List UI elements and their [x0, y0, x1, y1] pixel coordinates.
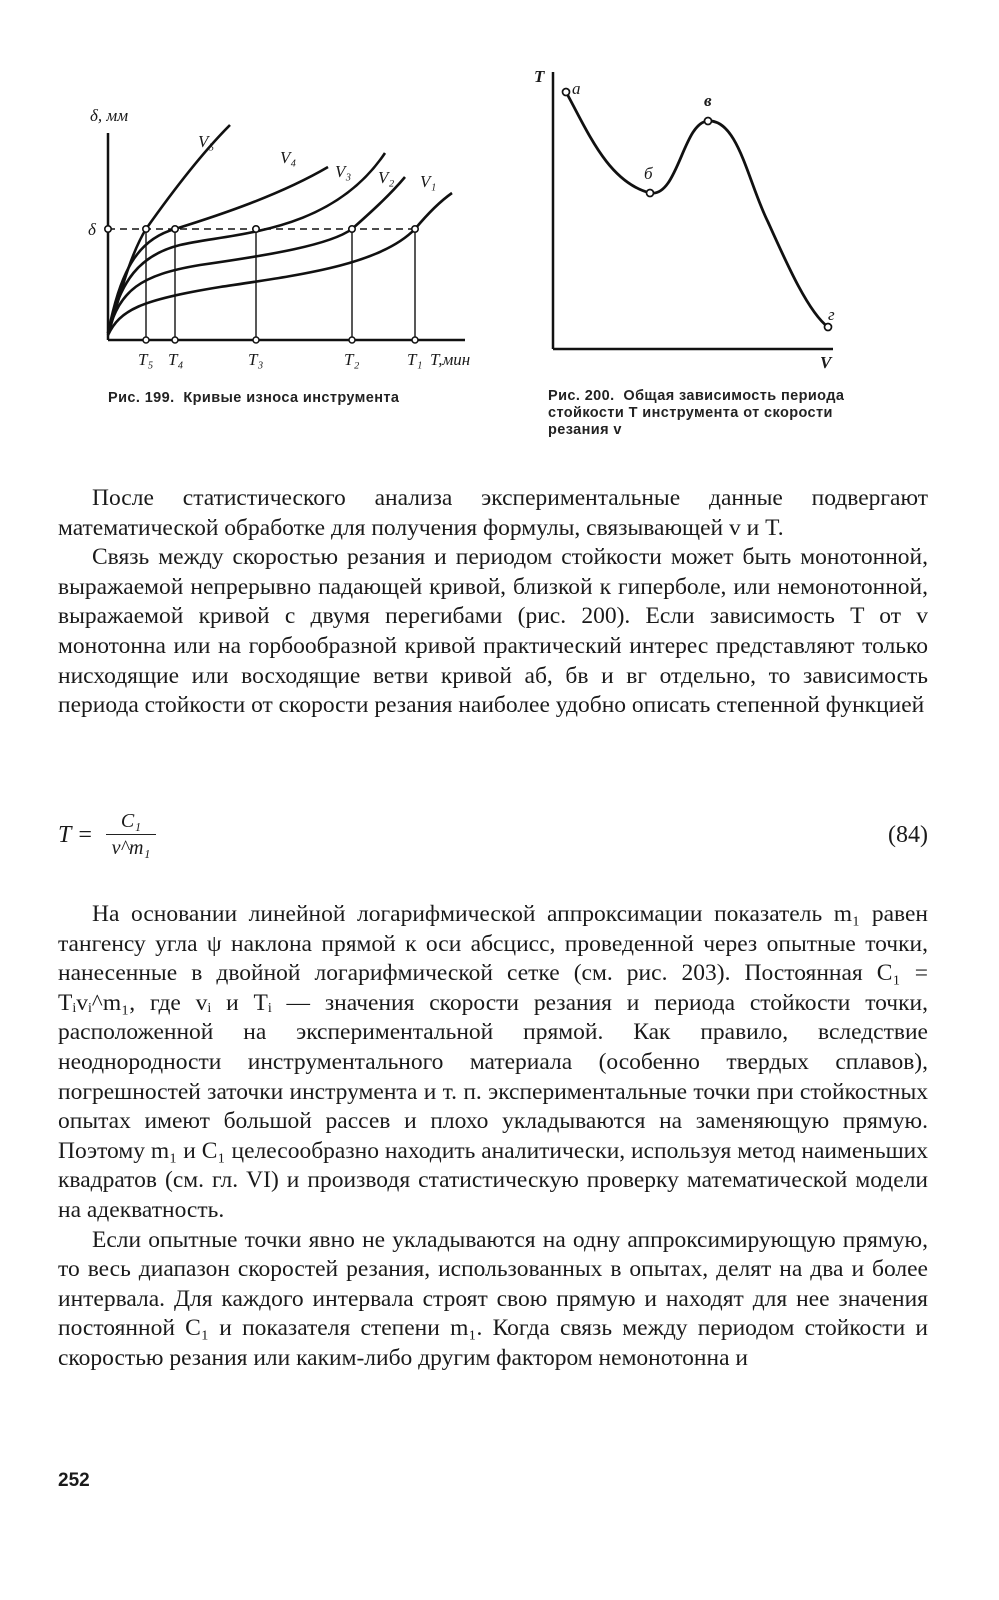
tick-label-t3: T₃: [248, 350, 264, 369]
curve-v1: [108, 193, 452, 335]
tick-t2: [349, 337, 355, 343]
tool-life-curve: [566, 92, 828, 327]
delta-point: [105, 226, 111, 232]
figure-200-caption-text: Общая зависимость периода стойкости T инструмента от скорости резания v: [548, 388, 845, 438]
tick-label-t5: T₅: [138, 350, 154, 369]
label-v4: V₄: [280, 148, 297, 167]
point-t2: [349, 226, 355, 232]
x-axis-label: V: [820, 353, 832, 372]
y-axis-label: T: [534, 67, 545, 86]
point-a: [563, 89, 570, 96]
formula-number: (84): [888, 822, 928, 848]
figure-199-caption: [108, 390, 503, 407]
label-v3: V₃: [335, 162, 352, 181]
point-t1: [412, 226, 418, 232]
tool-life-vs-speed-chart: [528, 62, 858, 372]
point-label-a: а: [572, 79, 581, 98]
paragraph-1: После статистического анализа экспериментальные данные подвергают математической обработке для получения формулы, связывающей v и T.: [58, 485, 928, 541]
tick-t5: [143, 337, 149, 343]
formula-numerator: C₁: [106, 810, 156, 835]
point-t4: [172, 226, 178, 232]
point-t3: [253, 226, 259, 232]
point-g: [825, 324, 832, 331]
tick-t3: [253, 337, 259, 343]
tick-label-t4: T₄: [168, 350, 184, 369]
tick-t1: [412, 337, 418, 343]
point-v: [705, 118, 712, 125]
paragraph-3: На основании линейной логарифмической аппроксимации показатель m₁ равен тангенсу угла ψ наклона прямой к оси абсцисс, проведенной через опытные точки, нанесенные в двойной логарифмической сетке (см. рис. 203). Постоянная C₁ = Tᵢvᵢ^m₁, где vᵢ и Tᵢ — значения скорости резания и периода стойкости точки, расположенной на экспериментальной прямой. Как правило, вследствие неоднородности инструментального материала (особенно твердых сплавов), погрешностей заточки инструмента и т. п. экспериментальные точки при стойкостных опытах имеют большой рассев и плохо укладываются на заменяющую прямую. Поэтому m₁ и C₁ целесообразно находить аналитически, используя метод наименьших квадратов (см. гл. VI) и производя статистическую проверку математической модели на адекватность.: [58, 901, 928, 1223]
point-label-b: б: [644, 164, 653, 183]
body-text-bottom: [58, 900, 928, 1374]
point-b: [647, 190, 654, 197]
point-t5: [143, 226, 149, 232]
paragraph-2: Связь между скоростью резания и периодом стойкости может быть монотонной, выражаемой непрерывно падающей кривой, близкой к гиперболе, или немонотонной, выражаемой кривой с двумя перегибами (рис. 200). Если зависимость T от v монотонна или на горбообразной кривой практический интерес представляют только нисходящие или восходящие ветви кривой аб, бв и вг отдельно, то зависимость периода стойкости от скорости резания наиболее удобно описать степенной функцией: [58, 544, 928, 719]
y-axis-label: δ, мм: [90, 106, 129, 125]
formula-fraction: [106, 810, 156, 860]
formula-denominator: v^m₁: [111, 837, 151, 859]
tool-wear-chart: [80, 95, 510, 380]
figure-200-caption: [548, 388, 860, 439]
figure-200: [528, 62, 858, 372]
figure-199-caption-number: Рис. 199.: [108, 390, 175, 406]
x-axis-label: T,мин: [430, 350, 471, 369]
label-v1: V₁: [420, 172, 437, 191]
formula-84: [58, 810, 928, 870]
tick-label-t1: T₁: [407, 350, 423, 369]
page-number: 252: [58, 1470, 90, 1491]
label-v2: V₂: [378, 168, 395, 187]
body-text-top: [58, 484, 928, 721]
figure-199: [80, 95, 510, 380]
tick-t4: [172, 337, 178, 343]
point-label-v: в: [704, 91, 712, 110]
figure-200-caption-number: Рис. 200.: [548, 388, 615, 404]
tick-label-t2: T₂: [344, 350, 360, 369]
point-label-g: г: [828, 305, 835, 324]
delta-mark: δ: [88, 220, 96, 239]
paragraph-4: Если опытные точки явно не укладываются на одну аппроксимирующую прямую, то весь диапазон скоростей резания, использованных в опытах, делят на два и более интервала. Для каждого интервала строят свою прямую и находят для нее значения постоянной C₁ и показателя степени m₁. Когда связь между периодом стойкости и скоростью резания или каким-либо другим фактором немонотонна и: [58, 1226, 928, 1371]
figure-199-caption-text: Кривые износа инструмента: [183, 390, 400, 406]
formula-lhs: T =: [58, 822, 94, 848]
label-v5: V₅: [198, 132, 215, 151]
